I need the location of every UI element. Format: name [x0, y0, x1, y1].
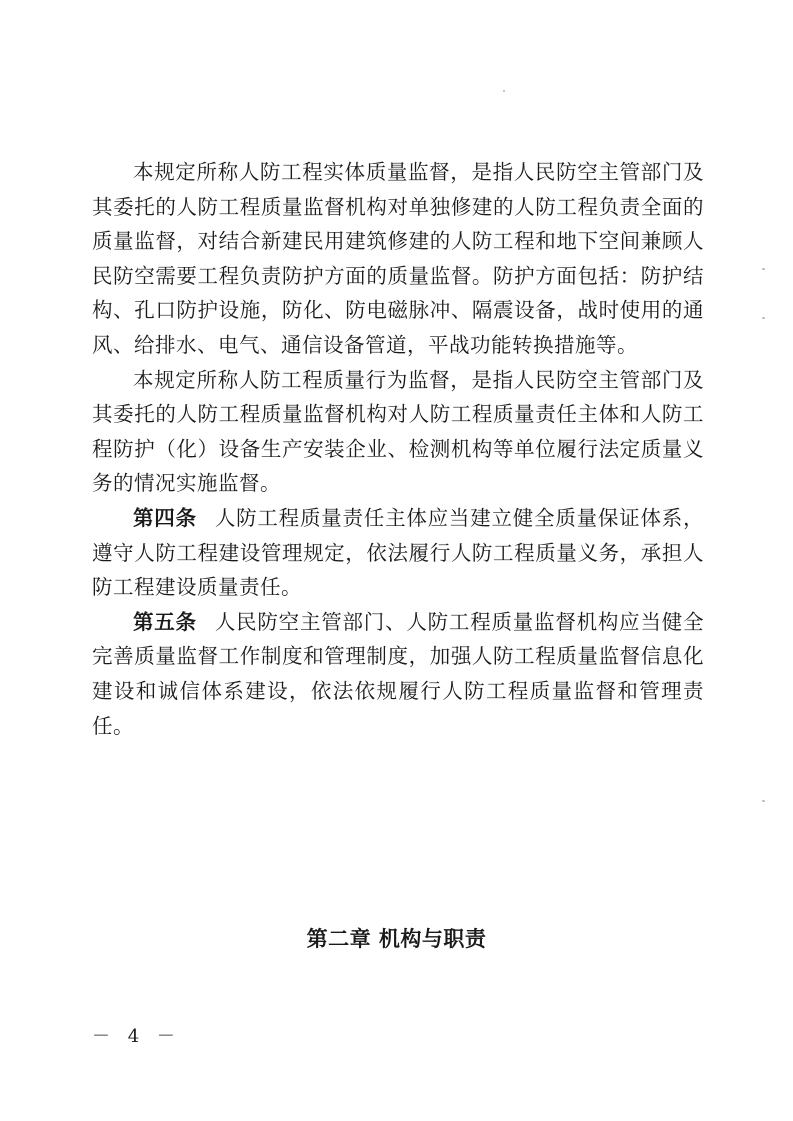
paragraph-text: 本规定所称人防工程质量行为监督，是指人民防空主管部门及其委托的人防工程质量监督机构对人防工程质量责任主体和人防工程防护（化）设备生产安装企业、检测机构等单位履行法定质量义务的情况实施监督。 — [92, 367, 704, 496]
page-number: － 4 － — [92, 1026, 181, 1047]
article-text: 人防工程质量责任主体应当建立健全质量保证体系，遵守人防工程建设管理规定，依法履行人防工程质量义务，承担人防工程建设质量责任。 — [92, 505, 705, 600]
scan-speck — [762, 317, 765, 319]
paragraph-quality-behavior-supervision — [92, 363, 704, 501]
paragraph-physical-quality-supervision — [92, 155, 704, 363]
paragraph-text: 本规定所称人防工程实体质量监督，是指人民防空主管部门及其委托的人防工程质量监督机构对单独修建的人防工程负责全面的质量监督，对结合新建民用建筑修建的人防工程和地下空间兼顾人民防空需要工程负责防护方面的质量监督。防护方面包括：防护结构、孔口防护设施，防化、防电磁脉冲、隔震设备，战时使用的通风、给排水、电气、通信设备管道，平战功能转换措施等。 — [92, 160, 704, 357]
chapter-title: 第二章 机构与职责 — [306, 927, 487, 951]
scan-speck — [762, 800, 765, 802]
document-body — [92, 155, 704, 743]
article-label: 第五条 — [133, 609, 197, 634]
scan-speck — [762, 268, 765, 270]
article-text: 人民防空主管部门、人防工程质量监督机构应当健全完善质量监督工作制度和管理制度，加强人防工程质量监督信息化建设和诚信体系建设，依法依规履行人防工程质量监督和管理责任。 — [92, 609, 705, 738]
article-label: 第四条 — [133, 505, 197, 530]
scan-speck — [503, 90, 505, 92]
article-5 — [92, 605, 704, 743]
article-4 — [92, 501, 704, 605]
